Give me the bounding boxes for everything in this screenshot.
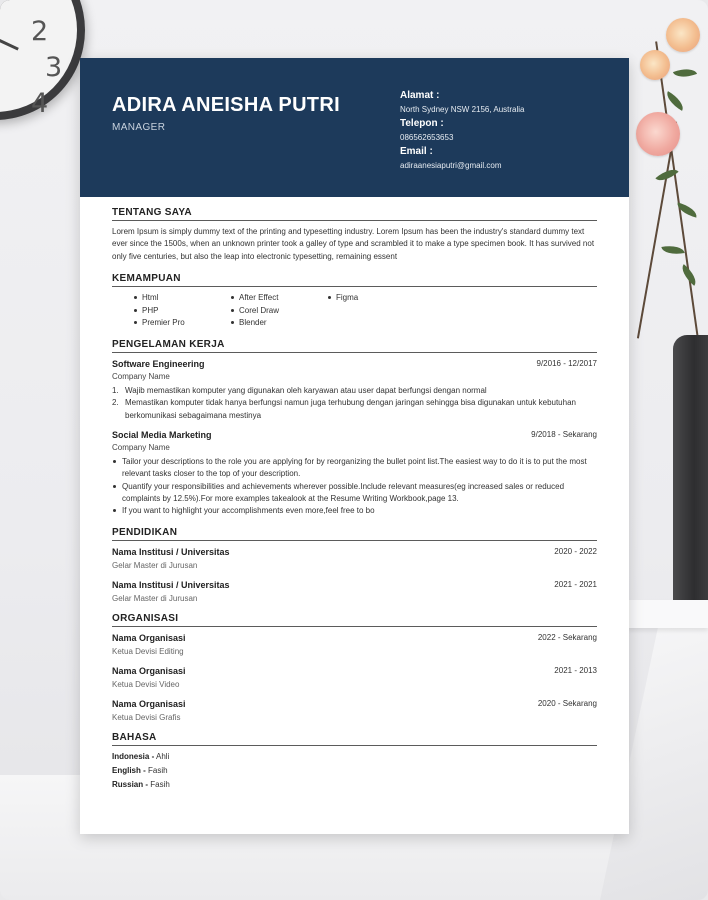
organization-entry — [112, 666, 597, 676]
section-title-experience: PENGELAMAN KERJA — [112, 339, 597, 353]
contact-block — [400, 89, 620, 173]
email-label: Email : — [400, 146, 433, 157]
flower-icon — [666, 18, 700, 52]
skill-item: Corel Draw — [231, 305, 328, 317]
vase — [673, 335, 708, 620]
email-value: adiraanesiaputri@gmail.com — [400, 161, 502, 170]
section-title-about: TENTANG SAYA — [112, 207, 597, 221]
leaf-icon — [673, 65, 697, 82]
list-item: If you want to highlight your accomplishments even more,feel free to bo — [112, 505, 597, 517]
flower-icon — [636, 112, 680, 156]
resume-page — [80, 58, 629, 834]
education-entry — [112, 580, 597, 590]
language-item — [112, 764, 597, 778]
organization-name: Nama Organisasi — [112, 633, 186, 644]
languages-list — [112, 750, 597, 792]
job-duties-list — [112, 385, 597, 422]
organization-role: Ketua Devisi Editing — [112, 647, 184, 657]
job-date: 9/2018 - Sekarang — [531, 430, 597, 439]
language-name: Indonesia - — [112, 752, 155, 762]
skill-item: Figma — [328, 292, 425, 304]
section-title-organizations: ORGANISASI — [112, 613, 597, 627]
education-date: 2020 - 2022 — [554, 547, 597, 557]
education-entry — [112, 547, 597, 557]
language-level: Ahli — [156, 752, 170, 762]
institution-name: Nama Institusi / Universitas — [112, 547, 230, 558]
flower-stem — [655, 41, 699, 338]
job-duties-list — [112, 456, 597, 517]
clock-number: 4 — [31, 88, 49, 119]
language-name: Russian - — [112, 780, 149, 790]
job-role: Software Engineering — [112, 359, 205, 370]
skill-item: PHP — [134, 305, 231, 317]
clock-number: 3 — [45, 52, 63, 83]
organization-role: Ketua Devisi Video — [112, 680, 180, 690]
clock-face — [0, 0, 77, 119]
job-title: MANAGER — [112, 122, 166, 133]
organization-entry — [112, 699, 597, 709]
skill-item: After Effect — [231, 292, 328, 304]
phone-value: 086562653653 — [400, 133, 454, 142]
job-entry — [112, 430, 597, 440]
skill-item: Premier Pro — [134, 317, 231, 329]
clock-number: 2 — [31, 16, 49, 47]
company-name: Company Name — [112, 372, 170, 382]
job-date: 9/2016 - 12/2017 — [536, 359, 597, 369]
section-title-languages: BAHASA — [112, 732, 597, 746]
degree-text: Gelar Master di Jurusan — [112, 561, 198, 571]
address-value: North Sydney NSW 2156, Australia — [400, 105, 525, 114]
organization-name: Nama Organisasi — [112, 699, 186, 710]
education-date: 2021 - 2021 — [554, 580, 597, 590]
leaf-icon — [661, 243, 684, 257]
skill-item: Blender — [231, 317, 328, 329]
section-title-skills: KEMAMPUAN — [112, 273, 597, 287]
address-label: Alamat : — [400, 90, 440, 101]
skill-item: Html — [134, 292, 231, 304]
list-item: 1. Wajib memastikan komputer yang digunakan oleh karyawan atau user dapat berfungsi dengan normal — [112, 386, 487, 396]
wall-clock-icon — [0, 0, 85, 120]
job-entry — [112, 359, 597, 369]
resume-body — [80, 197, 629, 792]
duty-text: Memastikan komputer tidak hanya berfungsi namun juga terhubung dengan jaringan sehingga bisa digunakan untuk kebutuhan berkomunikasi sebagaimana mestinya — [125, 398, 576, 420]
section-title-education: PENDIDIKAN — [112, 527, 597, 541]
shelf — [628, 600, 708, 628]
resume-header — [80, 58, 629, 197]
organization-role: Ketua Devisi Grafis — [112, 713, 181, 723]
language-level: Fasih — [150, 780, 170, 790]
phone-label: Telepon : — [400, 118, 444, 129]
about-text: Lorem Ipsum is simply dummy text of the printing and typesetting industry. Lorem Ipsum has been the industry's standard dummy text ever since the 1500s, when an unknown printer took a galley of type and scrambled it to make a type specimen book. It has survived not only five centuries, but also the leap into electronic typesetting, remaining essent — [112, 227, 595, 261]
job-role: Social Media Marketing — [112, 430, 212, 440]
organization-date: 2021 - 2013 — [554, 666, 597, 676]
institution-name: Nama Institusi / Universitas — [112, 580, 230, 591]
organization-date: 2020 - Sekarang — [537, 699, 597, 709]
language-item — [112, 750, 597, 764]
language-name: English - — [112, 766, 146, 776]
person-name: ADIRA ANEISHA PUTRI — [112, 94, 340, 116]
organization-entry — [112, 633, 597, 643]
company-name: Company Name — [112, 443, 170, 452]
list-item: 2. Memastikan komputer tidak hanya berfungsi namun juga terhubung dengan jaringan sehingga bisa digunakan untuk kebutuhan berkomunikasi sebagaimana mestinya — [112, 398, 576, 420]
list-item: Tailor your descriptions to the role you are applying for by reorganizing the bullet point list.The easiest way to do it is to put the most relevant tasks closer to the top of your description. — [112, 456, 597, 481]
degree-text: Gelar Master di Jurusan — [112, 594, 198, 604]
language-level: Fasih — [148, 766, 168, 776]
language-item — [112, 778, 597, 792]
list-item: Quantify your responsibilities and achievements wherever possible.Include relevant measures(eg increased sales or reduced complaints by 12.5%).For more examples takealook at the Resume Writing Workbook,page 13. — [112, 481, 597, 506]
flower-icon — [640, 50, 670, 80]
duty-text: Wajib memastikan komputer yang digunakan oleh karyawan atau user dapat berfungsi dengan normal — [125, 386, 487, 396]
organization-date: 2022 - Sekarang — [537, 633, 597, 643]
skills-list — [112, 292, 597, 329]
organization-name: Nama Organisasi — [112, 666, 186, 677]
